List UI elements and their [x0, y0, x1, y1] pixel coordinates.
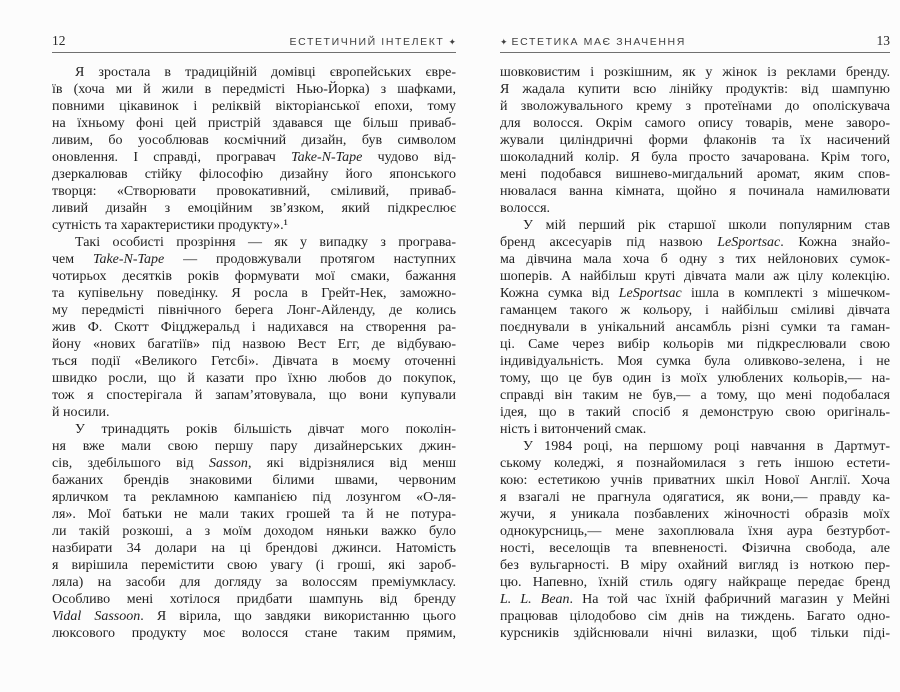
text-line: назбирати 34 долари на ці брендові джинси. Натомість [52, 541, 456, 556]
text-line: ливим, бо уособлював космічний дизайн, був символом [52, 133, 456, 148]
text-line: й зволожувального крему з протеїнами до ополіскувача [500, 99, 890, 114]
text-line: однокурсниць,— мене захоплювала їхня аура безтурбот- [500, 524, 890, 539]
page-number: 12 [52, 33, 66, 48]
page-right-body [500, 64, 890, 642]
text-line: му передмісті північного берега Лонг-Айленду, де колись [52, 303, 456, 318]
text-line: йону «нових багатіїв» під назвою Вест Егг, де відбуваю- [52, 337, 456, 352]
text-line: гаманцем такого ж кольору, і найбільш сміливі дівчата [500, 303, 890, 318]
text-line: творця: «Створювати провокативний, сміливий, приваб- [52, 184, 456, 199]
page-left-header [52, 33, 456, 48]
page-number: 13 [876, 33, 890, 48]
text-line: працював цілодобово сім днів на тиждень. Багато одно- [500, 609, 890, 624]
page-right [500, 0, 890, 692]
text-line: ці. Саме через вибір кольорів ми підкреслювали свою [500, 337, 890, 352]
text-line: сів, здебільшого від Sasson, які відрізнялися від менш [52, 456, 456, 471]
text-line: поєднували в унікальний ансамбль різні сумки та гаман- [500, 320, 890, 335]
text-line: цю. Напевно, їхній стиль одягу найкраще передає бренд [500, 575, 890, 590]
text-line: шовковистим і розкішним, як у жінок із реклами бренду. [500, 65, 890, 80]
text-line: чем Take-N-Tape — продовжували протягом наступних [52, 252, 456, 267]
text-line: й носили. [52, 405, 110, 420]
text-line: Такі особисті прозріння — як у випадку з програва- [75, 235, 456, 250]
text-line: жучи, я уникала позбавлених жіночності образів моїх [500, 507, 890, 522]
running-head [500, 36, 686, 48]
text-line: Особливо мені хотілося придбати шампунь від бренду [52, 592, 456, 607]
text-line: жували циліндричні форми флаконів та їх насичений [500, 133, 890, 148]
text-line: та купівельну поведінку. Я росла в Грейт-Нек, заможно- [52, 286, 456, 301]
text-line: ли такій розкоші, а з моїм доходом няньки важко було [52, 524, 456, 539]
text-line: L. L. Bean. На той час їхній фабричний магазин у Мейні [500, 592, 890, 607]
paragraph [500, 217, 890, 438]
header-rule [52, 52, 456, 53]
paragraph [52, 421, 456, 642]
text-line: тому, що це був один із моїх улюблених кольорів,— на- [500, 371, 890, 386]
paragraph [500, 64, 890, 217]
text-line: волосся. [500, 201, 551, 216]
paragraph [52, 64, 456, 234]
text-line: дзеркалював стійку філософію дизайну його японського [52, 167, 456, 182]
text-line: бренд аксесуарів під назвою LeSportsac. Кожна знайо- [500, 235, 890, 250]
text-line: шоперів. А найбільш круті дівчата мали аж цілу колекцію. [500, 269, 890, 284]
text-line: тож я спостерігала й запам’ятовувала, що вони купували [52, 388, 456, 403]
text-line: Я жадала купити всю лінійку продуктів: від шампуню [500, 82, 890, 97]
text-line: Я зростала в традиційній домівці європейських євре- [75, 65, 456, 80]
header-rule [500, 52, 890, 53]
text-line: на їхньому фоні цей пристрій здавався ще більш приваб- [52, 116, 456, 131]
text-line: повними цікавинок і реліквій вікторіанської епохи, тому [52, 99, 456, 114]
text-line: нювалася ванна кімната, щойно я починала намилювати [500, 184, 890, 199]
text-line: для волосся. Окрім самого опису товарів, мене заворо- [500, 116, 890, 131]
text-line: ності, веселощів та впевненості. Фізична свобода, але [500, 541, 890, 556]
text-line: швидко росли, що й казати про їхню любов до покупок, [52, 371, 456, 386]
text-line: ться події «Великого Гетсбі». Дівчата в моєму оточенні [52, 354, 456, 369]
star-ornament-icon: ✦ [500, 37, 508, 47]
page-right-header [500, 33, 890, 48]
text-line: ярличком та рекламною кампанією під лозунгом «О-ля- [52, 490, 456, 505]
running-head-text: ЕСТЕТИЧНИЙ ІНТЕЛЕКТ [289, 36, 445, 48]
text-line: ність і витончений смак. [500, 422, 647, 437]
text-line: мені подобався вишнево-мигдальний аромат, яким спов- [500, 167, 890, 182]
text-line: Vidal Sassoon. Я вірила, що завдяки використанню цього [52, 609, 456, 624]
text-line: кою: естетикою учнів приватних шкіл Нової Англії. Хоча [500, 473, 890, 488]
paragraph [500, 438, 890, 642]
text-line: У мій перший рік старшої школи популярним став [523, 218, 890, 233]
text-line: сутність та характеристики продукту».¹ [52, 218, 288, 233]
text-line: ля». Мої батьки не мали таких грошей та й не потура- [52, 507, 456, 522]
text-line: У 1984 році, на першому році навчання в Дартмут- [523, 439, 890, 454]
text-line: шоколадний колір. Я була просто зачарована. Крім того, [500, 150, 890, 165]
running-head [290, 36, 457, 48]
text-line: Кожна сумка від LeSportsac ішла в комплекті з мішечком- [500, 286, 890, 301]
text-line: ня вже мали свою першу пару дизайнерських джин- [52, 439, 456, 454]
page-left [52, 0, 456, 692]
text-line: оновлення. І справді, програвач Take-N-Tape чудово від- [52, 150, 456, 165]
page-left-body [52, 64, 456, 642]
text-line: ма дівчина мала хоча б одну з тих нейлонових сумок- [500, 252, 890, 267]
text-line: люксового продукту моє волосся стане таким прямим, [52, 626, 456, 641]
text-line: ідея, що в такий спосіб я демонструю свою оригіналь- [500, 405, 890, 420]
text-line: ляла) на засоби для догляду за волоссям преміумкласу. [52, 575, 456, 590]
text-line: їв (хоча ми й жили в передмісті Нью-Йорка) з шафками, [52, 82, 456, 97]
text-line: ському коледжі, я познайомилася з геть іншою естети- [500, 456, 890, 471]
text-line: чотирьох десятків років формувати мої смаки, бажання [52, 269, 456, 284]
text-line: без вульгарності. В міру охайний вигляд із ноткою пер- [500, 558, 890, 573]
text-line: У тринадцять років більшість дівчат мого поколін- [75, 422, 456, 437]
text-line: справді він таким не був,— а тому, що мені подобалася [500, 388, 890, 403]
text-line: бажаних брендів знаковими білими швами, червоним [52, 473, 456, 488]
running-head-text: ЕСТЕТИКА МАЄ ЗНАЧЕННЯ [511, 36, 686, 48]
text-line: індивідуальність. Моя сумка була оливково-зелена, і не [500, 354, 890, 369]
text-line: ливий дизайн з емоційним зв’язком, який підкреслює [52, 201, 456, 216]
paragraph [52, 234, 456, 421]
text-line: я вирішила перемістити свою увагу (і гроші, які зароб- [52, 558, 456, 573]
text-line: курсників здійснювали нічні вилазки, щоб тільки піді- [500, 626, 890, 641]
text-line: я взагалі не прагнула одягатися, як вони,— правду ка- [500, 490, 890, 505]
star-ornament-icon: ✦ [448, 37, 456, 47]
text-line: жив Ф. Скотт Фіцджеральд і надихався на створення ра- [52, 320, 456, 335]
